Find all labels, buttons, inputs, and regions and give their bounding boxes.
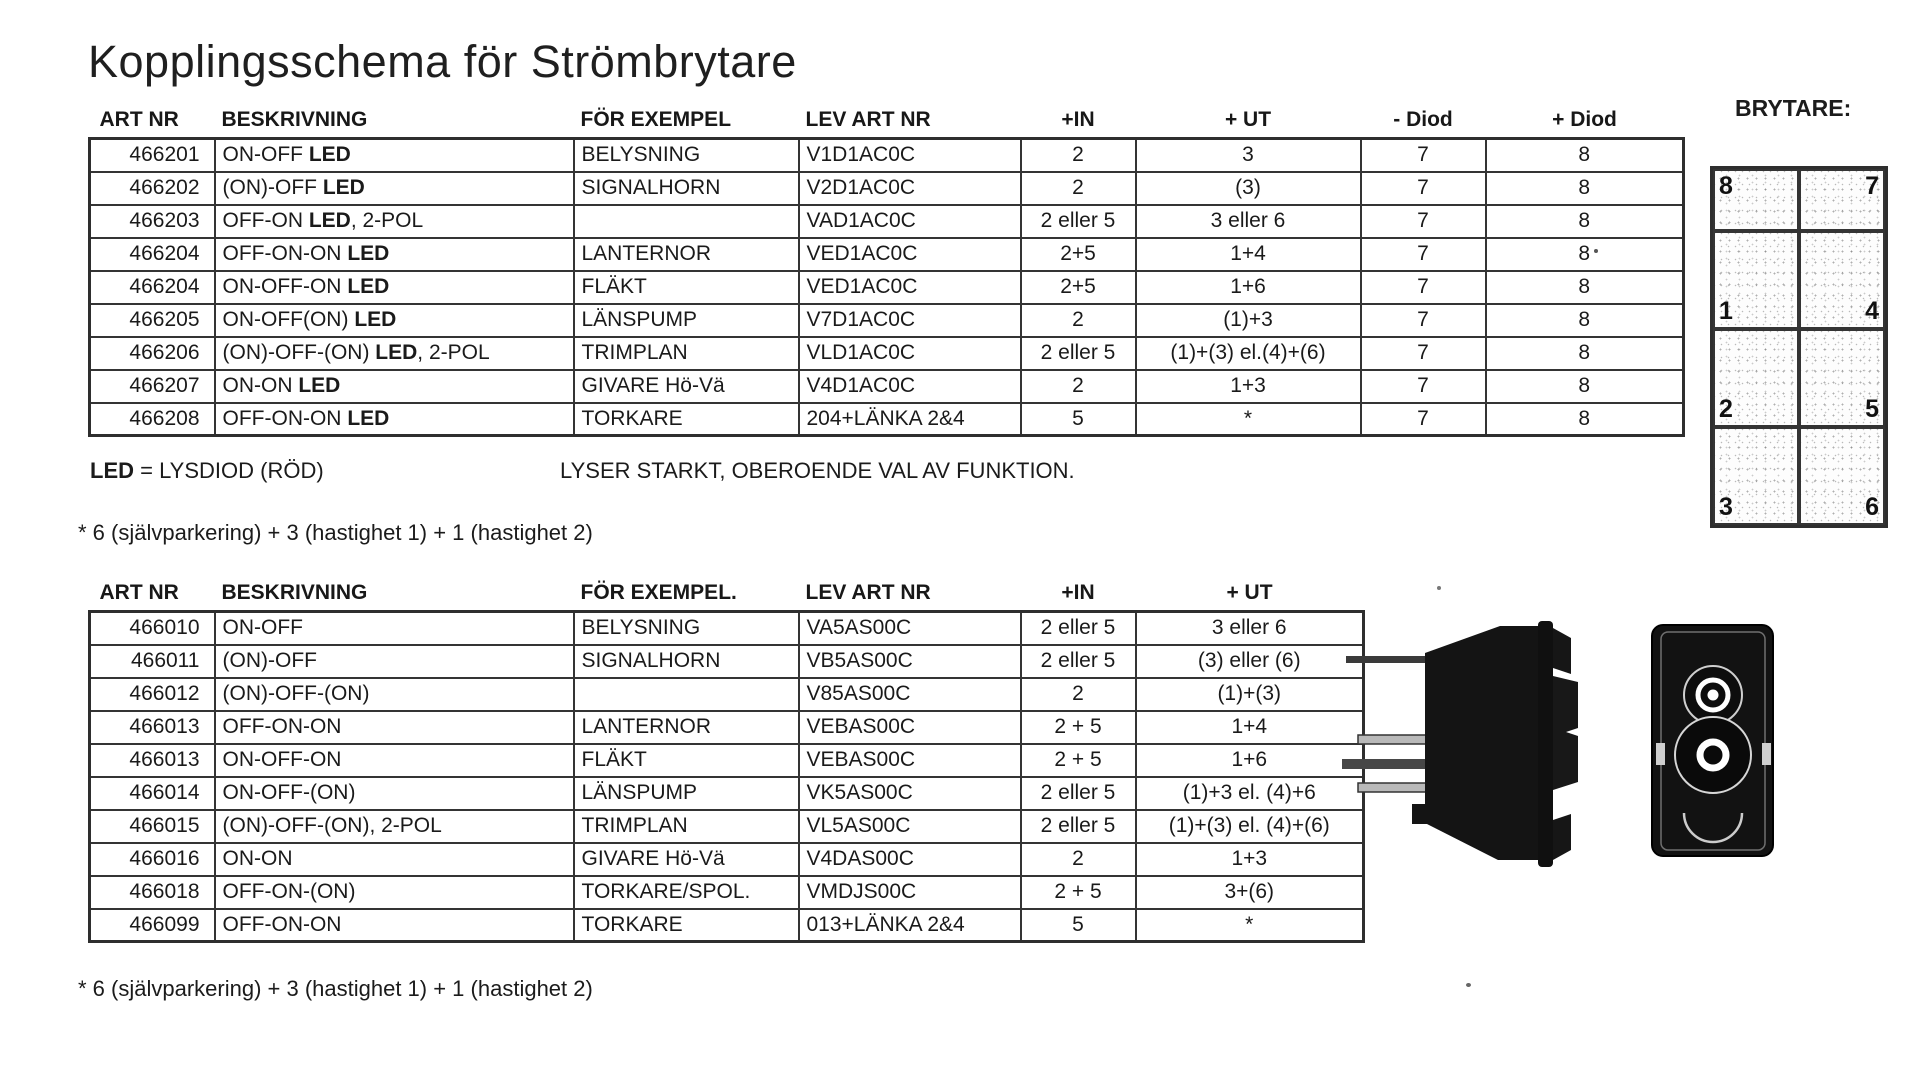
table-cell: SIGNALHORN: [574, 645, 799, 678]
table-cell: TRIMPLAN: [574, 337, 799, 370]
table-cell: 5: [1021, 403, 1136, 436]
table-cell: 1+6: [1136, 744, 1364, 777]
lamp-ring: [1675, 717, 1751, 793]
table-cell: TORKARE: [574, 403, 799, 436]
table-cell: (3) eller (6): [1136, 645, 1364, 678]
table-cell: VAD1AC0C: [799, 205, 1021, 238]
table-cell: BELYSNING: [574, 612, 799, 645]
table-cell: 8: [1486, 304, 1684, 337]
table-cell: VED1AC0C: [799, 238, 1021, 271]
table-cell: 1+4: [1136, 711, 1364, 744]
table-cell: 7: [1361, 238, 1486, 271]
table-cell: 7: [1361, 403, 1486, 436]
table-row: [90, 810, 1364, 843]
table-cell: [574, 678, 799, 711]
table-cell: 466202: [90, 172, 215, 205]
table-cell: 3: [1136, 139, 1361, 172]
table-cell: V2D1AC0C: [799, 172, 1021, 205]
table-cell: 466014: [90, 777, 215, 810]
table-cell: 1+6: [1136, 271, 1361, 304]
table-cell: 8: [1486, 139, 1684, 172]
table-cell: (1)+(3) el. (4)+(6): [1136, 810, 1364, 843]
table-cell: V4D1AC0C: [799, 370, 1021, 403]
table-cell: 466016: [90, 843, 215, 876]
table-cell: 8: [1486, 172, 1684, 205]
table-cell: 2 eller 5: [1021, 645, 1136, 678]
led-note: [90, 458, 324, 484]
table-row: [90, 777, 1364, 810]
table-cell: V85AS00C: [799, 678, 1021, 711]
housing-tab: [1656, 743, 1665, 765]
column-header: ART NR: [99, 108, 179, 131]
housing-tab: [1762, 743, 1771, 765]
table-cell: FLÄKT: [574, 271, 799, 304]
switch-pin: [1358, 783, 1428, 792]
table-row: [90, 744, 1364, 777]
table-row: [90, 370, 1684, 403]
table-cell: OFF-ON-ON: [215, 711, 574, 744]
table-cell: ON-OFF LED: [215, 139, 574, 172]
column-header: FÖR EXEMPEL.: [580, 581, 737, 604]
terminal-cell: [1799, 169, 1885, 231]
table-cell: 2 + 5: [1021, 876, 1136, 909]
table-row: [90, 403, 1684, 436]
table-cell: TORKARE: [574, 909, 799, 942]
terminal-number: 3: [1719, 493, 1733, 521]
table-cell: 2: [1021, 678, 1136, 711]
table-cell: 466013: [90, 744, 215, 777]
terminal-cell: [1713, 427, 1799, 525]
table-cell: 2 + 5: [1021, 744, 1136, 777]
table-cell: 3+(6): [1136, 876, 1364, 909]
table-cell: VK5AS00C: [799, 777, 1021, 810]
terminal-number: 2: [1719, 395, 1733, 423]
terminal-number: 6: [1865, 493, 1879, 521]
table-cell: (ON)-OFF-(ON) LED, 2-POL: [215, 337, 574, 370]
table-cell: (ON)-OFF-(ON), 2-POL: [215, 810, 574, 843]
switch-flange: [1538, 621, 1553, 867]
table-cell: 2 eller 5: [1021, 777, 1136, 810]
switch-pin: [1358, 735, 1428, 744]
table-cell: 8: [1486, 403, 1684, 436]
column-header: FÖR EXEMPEL: [580, 108, 732, 131]
table-row: [90, 139, 1684, 172]
table-cell: LÄNSPUMP: [574, 777, 799, 810]
led-note-text: = LYSDIOD (RÖD): [134, 458, 324, 483]
table-cell: 2 eller 5: [1021, 337, 1136, 370]
column-header: + Diod: [1552, 108, 1617, 131]
table-row: [90, 843, 1364, 876]
table-cell: 466204: [90, 271, 215, 304]
column-header: BESKRIVNING: [221, 108, 368, 131]
table-cell: 466203: [90, 205, 215, 238]
table-cell: 466205: [90, 304, 215, 337]
terminal-number: 8: [1719, 172, 1733, 200]
table-cell: LANTERNOR: [574, 711, 799, 744]
table-row: [90, 678, 1364, 711]
column-header: + UT: [1224, 108, 1272, 131]
table-cell: VEBAS00C: [799, 711, 1021, 744]
switch-terminal-diagram: [1710, 166, 1888, 528]
table-cell: 8: [1486, 370, 1684, 403]
brytare-label: BRYTARE:: [1735, 95, 1852, 121]
terminal-number: 7: [1865, 172, 1879, 200]
table-cell: 8: [1486, 238, 1684, 271]
scan-artifact-dot: [1437, 586, 1441, 590]
terminal-cell: [1799, 329, 1885, 427]
table-cell: 7: [1361, 139, 1486, 172]
header-row: [90, 108, 1684, 139]
table-cell: ON-OFF: [215, 612, 574, 645]
table-cell: (1)+(3): [1136, 678, 1364, 711]
terminal-number: 5: [1865, 395, 1879, 423]
table-cell: 7: [1361, 172, 1486, 205]
table-cell: 5: [1021, 909, 1136, 942]
column-header: ART NR: [99, 581, 179, 604]
table-cell: 466011: [90, 645, 215, 678]
table-cell: 7: [1361, 304, 1486, 337]
table-cell: 466015: [90, 810, 215, 843]
table-row: [90, 271, 1684, 304]
led-switch-table-section: [88, 108, 1685, 437]
table-cell: 204+LÄNKA 2&4: [799, 403, 1021, 436]
switch-body: [1425, 626, 1538, 860]
table-cell: 8: [1486, 205, 1684, 238]
table-cell: VEBAS00C: [799, 744, 1021, 777]
terminal-cell: [1713, 329, 1799, 427]
table-cell: ON-OFF-ON: [215, 744, 574, 777]
led-switch-table: [88, 108, 1685, 437]
table-cell: *: [1136, 909, 1364, 942]
led-note-bold: LED: [90, 458, 134, 483]
table-cell: 466208: [90, 403, 215, 436]
table-cell: ON-ON: [215, 843, 574, 876]
table-cell: 2 + 5: [1021, 711, 1136, 744]
table-cell: (3): [1136, 172, 1361, 205]
switch-bezel: [1553, 814, 1571, 860]
terminal-cell: [1713, 231, 1799, 329]
table-cell: OFF-ON LED, 2-POL: [215, 205, 574, 238]
terminal-cell: [1713, 169, 1799, 231]
table-cell: (1)+3 el. (4)+6: [1136, 777, 1364, 810]
table-cell: OFF-ON-ON LED: [215, 238, 574, 271]
table-cell: 2+5: [1021, 238, 1136, 271]
lamp-center: [1708, 690, 1719, 701]
column-header: LEV ART NR: [805, 108, 931, 131]
table-cell: OFF-ON-(ON): [215, 876, 574, 909]
table-cell: 2: [1021, 843, 1136, 876]
table-cell: SIGNALHORN: [574, 172, 799, 205]
table-cell: 2 eller 5: [1021, 205, 1136, 238]
table-cell: ON-OFF(ON) LED: [215, 304, 574, 337]
table-cell: 2+5: [1021, 271, 1136, 304]
table-cell: V7D1AC0C: [799, 304, 1021, 337]
table-cell: ON-OFF-(ON): [215, 777, 574, 810]
table-cell: FLÄKT: [574, 744, 799, 777]
table-cell: (ON)-OFF LED: [215, 172, 574, 205]
rocker-switch-front-view-image: [1650, 623, 1777, 860]
table-cell: 466018: [90, 876, 215, 909]
table-cell: VLD1AC0C: [799, 337, 1021, 370]
table-cell: *: [1136, 403, 1361, 436]
table-cell: 3 eller 6: [1136, 205, 1361, 238]
table-cell: 2 eller 5: [1021, 810, 1136, 843]
footnote-wiper-speeds-top: * 6 (självparkering) + 3 (hastighet 1) + 1 (hastighet 2): [78, 520, 593, 545]
table-cell: ON-ON LED: [215, 370, 574, 403]
table-cell: TORKARE/SPOL.: [574, 876, 799, 909]
table-cell: 2: [1021, 370, 1136, 403]
table-cell: 8: [1486, 271, 1684, 304]
switch-body-notch: [1412, 804, 1428, 824]
table-cell: VB5AS00C: [799, 645, 1021, 678]
table-row: [90, 909, 1364, 942]
table-cell: 466013: [90, 711, 215, 744]
table-cell: LÄNSPUMP: [574, 304, 799, 337]
switch-rocker: [1553, 676, 1578, 790]
table-cell: BELYSNING: [574, 139, 799, 172]
terminal-cell: [1799, 231, 1885, 329]
terminal-cell: [1799, 427, 1885, 525]
column-header: LEV ART NR: [805, 581, 931, 604]
column-header: +IN: [1061, 108, 1095, 131]
terminal-number: 1: [1719, 297, 1733, 325]
switch-pin: [1346, 656, 1428, 663]
table-cell: 7: [1361, 205, 1486, 238]
led-function-note: LYSER STARKT, OBEROENDE VAL AV FUNKTION.: [560, 458, 1075, 483]
table-cell: OFF-ON-ON LED: [215, 403, 574, 436]
switch-pin: [1342, 759, 1428, 769]
table-cell: GIVARE Hö-Vä: [574, 370, 799, 403]
table-cell: [574, 205, 799, 238]
column-header: + UT: [1226, 581, 1273, 604]
table-row: [90, 238, 1684, 271]
footnote-wiper-speeds-bottom: * 6 (självparkering) + 3 (hastighet 1) + 1 (hastighet 2): [78, 976, 593, 1001]
table-cell: V4DAS00C: [799, 843, 1021, 876]
table-cell: VA5AS00C: [799, 612, 1021, 645]
table-cell: LANTERNOR: [574, 238, 799, 271]
table-cell: 1+4: [1136, 238, 1361, 271]
table-row: [90, 612, 1364, 645]
table-cell: 7: [1361, 370, 1486, 403]
table-cell: 466010: [90, 612, 215, 645]
table-row: [90, 876, 1364, 909]
table-cell: 2 eller 5: [1021, 612, 1136, 645]
header-row: [90, 581, 1364, 612]
table-cell: 466099: [90, 909, 215, 942]
rocker-switch-side-view-image: [1338, 618, 1600, 870]
table-row: [90, 172, 1684, 205]
table-cell: V1D1AC0C: [799, 139, 1021, 172]
table-cell: 3 eller 6: [1136, 612, 1364, 645]
switch-table-section: [88, 581, 1365, 943]
table-cell: 2: [1021, 304, 1136, 337]
table-cell: 1+3: [1136, 843, 1364, 876]
table-cell: (1)+3: [1136, 304, 1361, 337]
table-row: [90, 304, 1684, 337]
table-cell: VL5AS00C: [799, 810, 1021, 843]
table-cell: 7: [1361, 337, 1486, 370]
column-header: - Diod: [1393, 108, 1453, 131]
table-cell: TRIMPLAN: [574, 810, 799, 843]
switch-bezel: [1553, 628, 1571, 674]
table-cell: (ON)-OFF: [215, 645, 574, 678]
table-cell: 1+3: [1136, 370, 1361, 403]
table-cell: VED1AC0C: [799, 271, 1021, 304]
table-cell: 8: [1486, 337, 1684, 370]
scan-artifact-dot: [1594, 249, 1598, 253]
table-cell: 013+LÄNKA 2&4: [799, 909, 1021, 942]
table-row: [90, 645, 1364, 678]
switch-table: [88, 581, 1365, 943]
table-cell: 2: [1021, 172, 1136, 205]
table-row: [90, 205, 1684, 238]
terminal-number: 4: [1865, 297, 1879, 325]
table-cell: 466201: [90, 139, 215, 172]
table-cell: ON-OFF-ON LED: [215, 271, 574, 304]
table-cell: (1)+(3) el.(4)+(6): [1136, 337, 1361, 370]
page-title: Kopplingsschema för Strömbrytare: [88, 36, 797, 88]
scan-artifact-dot: [1466, 983, 1471, 987]
column-header: +IN: [1061, 581, 1095, 604]
table-cell: 466204: [90, 238, 215, 271]
table-row: [90, 711, 1364, 744]
table-cell: VMDJS00C: [799, 876, 1021, 909]
table-cell: 466206: [90, 337, 215, 370]
table-cell: 466207: [90, 370, 215, 403]
table-cell: 466012: [90, 678, 215, 711]
table-cell: GIVARE Hö-Vä: [574, 843, 799, 876]
column-header: BESKRIVNING: [221, 581, 368, 604]
table-cell: OFF-ON-ON: [215, 909, 574, 942]
table-cell: 2: [1021, 139, 1136, 172]
table-row: [90, 337, 1684, 370]
table-cell: (ON)-OFF-(ON): [215, 678, 574, 711]
table-cell: 7: [1361, 271, 1486, 304]
